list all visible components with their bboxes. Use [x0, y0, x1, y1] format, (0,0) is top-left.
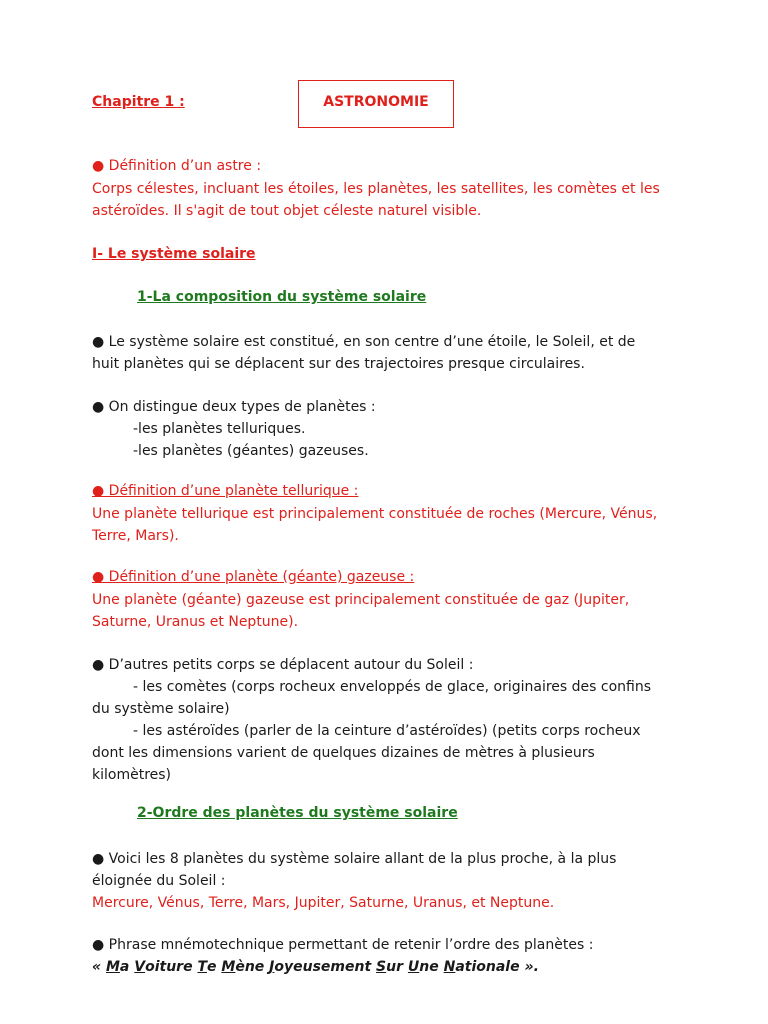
- gazeuse-line: Saturne, Uranus et Neptune).: [92, 614, 299, 630]
- gazeuse-line: Une planète (géante) gazeuse est principalement constituée de gaz (Jupiter,: [92, 592, 630, 608]
- astre-definition-text: [92, 178, 678, 222]
- mnemo-word-rest: e: [207, 959, 222, 975]
- petits-corps-paragraph: [92, 654, 678, 786]
- asteroides-line: kilomètres): [92, 767, 172, 783]
- mnemo-word-rest: oiture: [145, 959, 198, 975]
- mnemo-initial: J: [269, 959, 275, 975]
- ordre-line: éloignée du Soleil :: [92, 873, 226, 889]
- asteroides-line: dont les dimensions varient de quelques dizaines de mètres à plusieurs: [92, 745, 595, 761]
- mnemo-initial: N: [443, 959, 456, 975]
- mnemo-intro: ● Phrase mnémotechnique permettant de retenir l’ordre des planètes :: [92, 937, 594, 953]
- mnemo-paragraph: [92, 934, 678, 978]
- chapter-label: Chapitre 1 :: [92, 94, 185, 110]
- asteroides-line: - les astéroïdes (parler de la ceinture d’astéroïdes) (petits corps rocheux: [133, 723, 641, 739]
- mnemo-initial: V: [134, 959, 146, 975]
- gazeuse-definition-text: [92, 589, 678, 633]
- mnemo-word-rest: ur: [386, 959, 408, 975]
- mnemo-word-rest: ène: [235, 959, 270, 975]
- section-heading-systeme-solaire: I- Le système solaire: [92, 246, 256, 262]
- mnemo-initial: T: [197, 959, 208, 975]
- mnemo-word-rest: ne: [419, 959, 444, 975]
- ordre-line: ● Voici les 8 planètes du système solaire allant de la plus proche, à la plus: [92, 851, 617, 867]
- gazeuse-definition-heading: ● Définition d’une planète (géante) gazeuse :: [92, 569, 415, 585]
- mnemo-words: [106, 959, 520, 975]
- mnemo-word-rest: oyeusement: [274, 959, 377, 975]
- tellurique-line: Une planète tellurique est principalement constituée de roches (Mercure, Vénus,: [92, 506, 658, 522]
- mnemo-initial: U: [407, 959, 420, 975]
- planet-types-list: [92, 396, 678, 462]
- tellurique-definition-heading: ● Définition d’une planète tellurique :: [92, 483, 359, 499]
- ordre-planet-list: Mercure, Vénus, Terre, Mars, Jupiter, Saturne, Uranus, et Neptune.: [92, 895, 555, 911]
- cometes-line: du système solaire): [92, 701, 230, 717]
- tellurique-line: Terre, Mars).: [92, 528, 179, 544]
- tellurique-definition-text: [92, 503, 678, 547]
- astre-definition-heading: ● Définition d’un astre :: [92, 158, 262, 174]
- petits-corps-intro: ● D’autres petits corps se déplacent autour du Soleil :: [92, 657, 474, 673]
- mnemo-close-quote: ».: [519, 959, 539, 975]
- planet-type-item: -les planètes (géantes) gazeuses.: [133, 443, 369, 459]
- subsection-heading-composition: 1-La composition du système solaire: [137, 289, 427, 305]
- composition-line: ● Le système solaire est constitué, en son centre d’une étoile, le Soleil, et de: [92, 334, 636, 350]
- subsection-heading-ordre: 2-Ordre des planètes du système solaire: [137, 805, 458, 821]
- mnemo-initial: S: [376, 959, 387, 975]
- composition-line: huit planètes qui se déplacent sur des trajectoires presque circulaires.: [92, 356, 585, 372]
- mnemo-word-rest: a: [119, 959, 135, 975]
- planet-types-intro: ● On distingue deux types de planètes :: [92, 399, 376, 415]
- chapter-title: ASTRONOMIE: [323, 94, 429, 110]
- cometes-line: - les comètes (corps rocheux enveloppés de glace, originaires des confins: [133, 679, 652, 695]
- astre-text-line: astéroïdes. Il s'agit de tout objet céleste naturel visible.: [92, 203, 482, 219]
- mnemo-phrase: [92, 956, 678, 978]
- mnemo-initial: M: [105, 959, 120, 975]
- ordre-paragraph: [92, 848, 678, 914]
- mnemo-open-quote: «: [92, 959, 106, 975]
- mnemo-word-rest: ationale: [455, 959, 520, 975]
- astre-text-line: Corps célestes, incluant les étoiles, les planètes, les satellites, les comètes et les: [92, 181, 660, 197]
- planet-type-item: -les planètes telluriques.: [133, 421, 306, 437]
- chapter-title-box: [298, 80, 454, 128]
- mnemo-initial: M: [221, 959, 236, 975]
- composition-paragraph: [92, 331, 678, 375]
